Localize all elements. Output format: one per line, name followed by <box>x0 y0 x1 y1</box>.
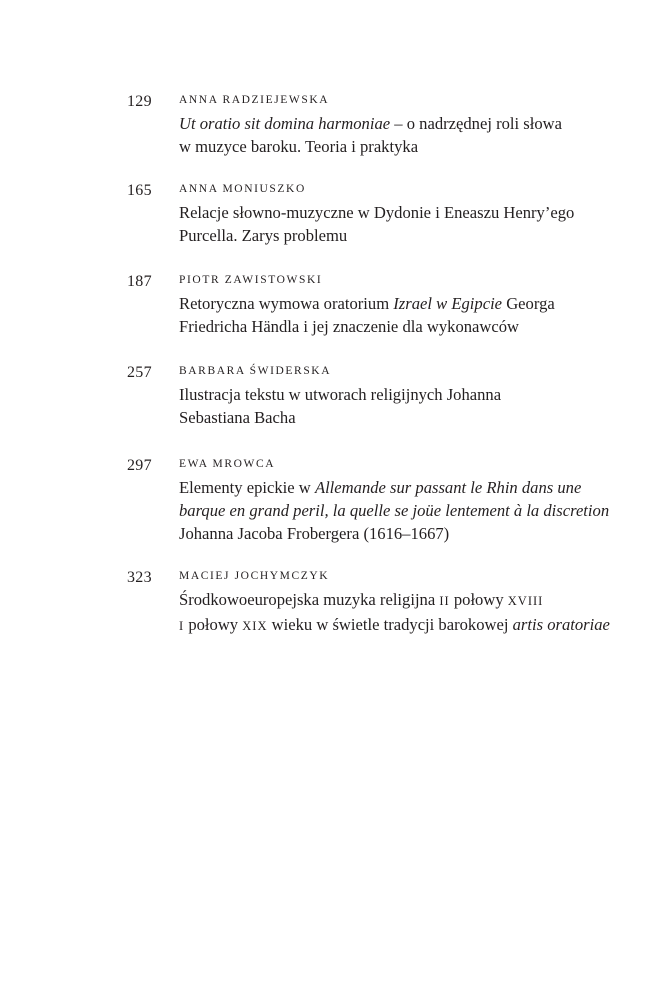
chapter-title <box>179 292 639 338</box>
title-italic-run: Ut oratio sit domina harmoniae <box>179 114 391 133</box>
title-text-run: Ilustracja tekstu w utworach religijnych Johanna <box>179 385 502 404</box>
title-text-run: wieku w świetle tradycji barokowej <box>267 615 513 634</box>
page-number: 323 <box>127 569 152 586</box>
page-number: 129 <box>127 93 152 110</box>
title-text-run: połowy <box>184 615 243 634</box>
title-italic-run: artis oratoriae <box>512 615 610 634</box>
title-text-run: połowy <box>449 590 508 609</box>
title-italic-run: Izrael w Egipcie <box>393 294 503 313</box>
title-smallcaps-run: II <box>439 594 450 608</box>
title-text-run: Friedricha Händla i jej znaczenie dla wykonawców <box>179 317 520 336</box>
title-italic-run: barque en grand peril, la quelle se joüe lentement à la discretion <box>179 501 610 520</box>
author-name: EWA MROWCA <box>179 458 276 470</box>
title-text-run: w muzyce baroku. Teoria i praktyka <box>179 137 419 156</box>
chapter-title <box>179 476 639 545</box>
title-text-run: Johanna Jacoba Frobergera (1616–1667) <box>179 524 450 543</box>
page-number: 297 <box>127 457 152 474</box>
chapter-title <box>179 383 639 429</box>
chapter-title <box>179 112 639 158</box>
title-text-run: Purcella. Zarys problemu <box>179 226 348 245</box>
chapter-title <box>179 201 639 247</box>
title-text-run: Elementy epickie w <box>179 478 315 497</box>
page-number: 165 <box>127 182 152 199</box>
author-name: BARBARA ŚWIDERSKA <box>179 365 332 377</box>
chapter-title <box>179 588 639 638</box>
page-number: 257 <box>127 364 152 381</box>
title-text-run: Sebastiana Bacha <box>179 408 296 427</box>
page-number: 187 <box>127 273 152 290</box>
title-italic-run: Allemande sur passant le Rhin dans une <box>314 478 582 497</box>
author-name: ANNA RADZIEJEWSKA <box>179 94 330 106</box>
title-text-run: Georga <box>502 294 555 313</box>
author-name: MACIEJ JOCHYMCZYK <box>179 570 330 582</box>
title-text-run: Relacje słowno-muzyczne w Dydonie i Eneaszu Henry’ego <box>179 203 575 222</box>
author-name: PIOTR ZAWISTOWSKI <box>179 274 323 286</box>
title-smallcaps-run: I <box>179 619 185 633</box>
title-text-run: Środkowoeuropejska muzyka religijna <box>179 590 440 609</box>
title-text-run: Retoryczna wymowa oratorium <box>179 294 394 313</box>
title-smallcaps-run: XIX <box>242 619 268 633</box>
title-smallcaps-run: XVIII <box>507 594 544 608</box>
author-name: ANNA MONIUSZKO <box>179 183 306 195</box>
title-text-run: – o nadrzędnej roli słowa <box>390 114 563 133</box>
